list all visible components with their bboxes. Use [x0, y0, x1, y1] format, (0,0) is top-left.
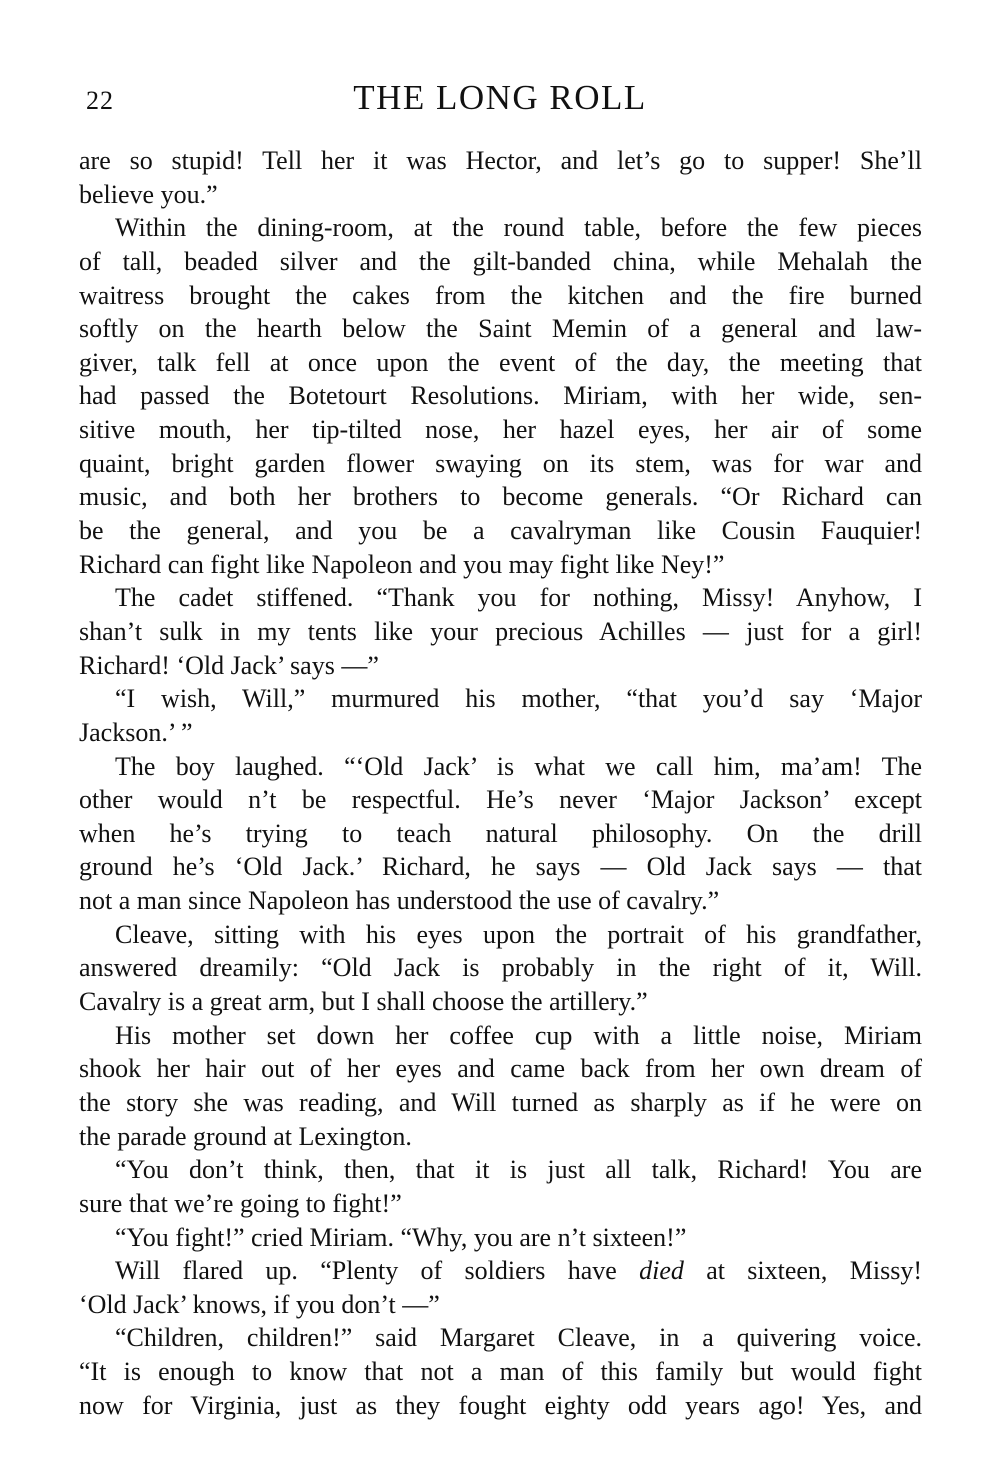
- text-line: not a man since Napoleon has understood the use of cavalry.”: [79, 886, 720, 916]
- text-segment: Will flared up. “Plenty of soldiers have: [115, 1256, 640, 1286]
- text-line: be the general, and you be a cavalryman like Cousin Fauquier!: [79, 516, 922, 546]
- text-line: Cleave, sitting with his eyes upon the portrait of his grandfather,: [115, 919, 922, 949]
- text-line: ‘Old Jack’ knows, if you don’t —”: [79, 1289, 440, 1319]
- text-line: the story she was reading, and Will turned as sharply as if he were on: [79, 1087, 922, 1117]
- text-line: the parade ground at Lexington.: [79, 1121, 412, 1151]
- text-line: softly on the hearth below the Saint Memin of a general and law-: [79, 314, 922, 344]
- text-line: shan’t sulk in my tents like your precious Achilles — just for a girl!: [79, 616, 922, 646]
- text-line: His mother set down her coffee cup with a little noise, Miriam: [115, 1020, 922, 1050]
- text-line: Richard can fight like Napoleon and you may fight like Ney!”: [79, 549, 725, 579]
- text-line: quaint, bright garden flower swaying on its stem, was for war and: [79, 448, 922, 478]
- text-line: ground he’s ‘Old Jack.’ Richard, he says — Old Jack says — that: [79, 852, 922, 882]
- text-line: “Children, children!” said Margaret Cleave, in a quivering voice.: [115, 1323, 922, 1353]
- text-line: “It is enough to know that not a man of this family but would fight: [79, 1357, 922, 1387]
- page-number: 22: [86, 86, 114, 115]
- text-line: sure that we’re going to fight!”: [79, 1188, 402, 1218]
- text-line: sitive mouth, her tip-tilted nose, her hazel eyes, her air of some: [79, 415, 922, 445]
- text-line: giver, talk fell at once upon the event of the day, the meeting that: [79, 347, 922, 377]
- text-line: The cadet stiffened. “Thank you for nothing, Missy! Anyhow, I: [115, 583, 922, 613]
- italic-word: died: [639, 1256, 684, 1286]
- text-line: of tall, beaded silver and the gilt-banded china, while Mehalah the: [79, 246, 922, 276]
- text-line: [79, 1254, 922, 1288]
- text-line: “You don’t think, then, that it is just all talk, Richard! You are: [115, 1155, 922, 1185]
- text-line: had passed the Botetourt Resolutions. Miriam, with her wide, sen-: [79, 381, 922, 411]
- text-line: “I wish, Will,” murmured his mother, “that you’d say ‘Major: [115, 684, 922, 714]
- text-line: The boy laughed. “‘Old Jack’ is what we call him, ma’am! The: [115, 751, 922, 781]
- text-line: believe you.”: [79, 179, 218, 209]
- text-line: waitress brought the cakes from the kitchen and the fire burned: [79, 280, 922, 310]
- text-line: music, and both her brothers to become generals. “Or Richard can: [79, 482, 922, 512]
- text-line: shook her hair out of her eyes and came back from her own dream of: [79, 1054, 922, 1084]
- text-line: when he’s trying to teach natural philosophy. On the drill: [79, 818, 922, 848]
- text-line: are so stupid! Tell her it was Hector, and let’s go to supper! She’ll: [79, 146, 922, 175]
- text-line: Jackson.’ ”: [79, 717, 193, 747]
- page-header: [0, 78, 1000, 118]
- text-line: now for Virginia, just as they fought eighty odd years ago! Yes, and: [79, 1390, 922, 1420]
- text-line: Cavalry is a great arm, but I shall choose the artillery.”: [79, 987, 648, 1017]
- text-line: “You fight!” cried Miriam. “Why, you are n’t sixteen!”: [115, 1222, 687, 1252]
- running-title: THE LONG ROLL: [353, 78, 647, 117]
- text-line: other would n’t be respectful. He’s never ‘Major Jackson’ except: [79, 785, 922, 815]
- text-segment: at sixteen, Missy!: [683, 1256, 922, 1286]
- text-line: answered dreamily: “Old Jack is probably in the right of it, Will.: [79, 953, 922, 983]
- body-text: [79, 144, 922, 1422]
- text-line: Within the dining-room, at the round table, before the few pieces: [115, 213, 922, 243]
- text-line: Richard! ‘Old Jack’ says —”: [79, 650, 379, 680]
